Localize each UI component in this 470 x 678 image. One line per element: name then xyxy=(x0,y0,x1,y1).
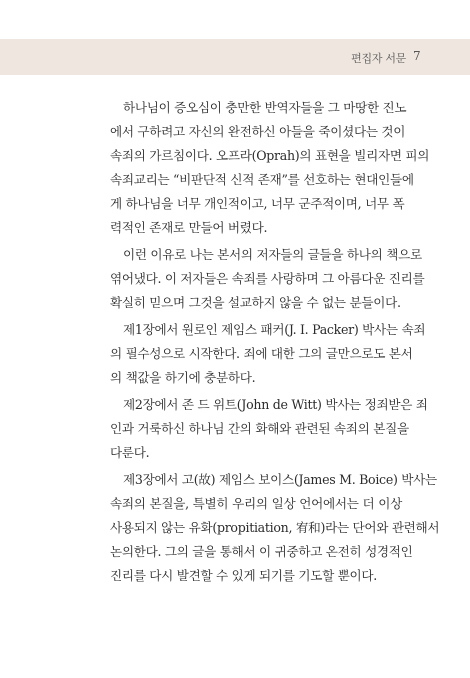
text-line: 엮어냈다. 이 저자들은 속죄를 사랑하며 그 아름다운 진리를 xyxy=(110,271,425,286)
text-line: 진리를 다시 발견할 수 있게 되기를 기도할 뿐이다. xyxy=(110,568,377,583)
text-line: 속죄의 가르침이다. 오프라(Oprah)의 표현을 빌리자면 피의 xyxy=(110,148,430,163)
text-line: 이런 이유로 나는 본서의 저자들의 글들을 하나의 책으로 xyxy=(123,247,422,262)
text-line: 논의한다. 그의 글을 통해서 이 귀중하고 온전히 성경적인 xyxy=(110,544,413,559)
text-line: 다룬다. xyxy=(110,445,150,460)
running-head-title: 편집자 서문 xyxy=(351,52,406,65)
text-line: 력적인 존재로 만들어 버렸다. xyxy=(110,220,268,235)
text-line: 제2장에서 존 드 위트(John de Witt) 박사는 정죄받은 죄 xyxy=(123,397,428,412)
text-line: 에서 구하려고 자신의 완전하신 아들을 죽이셨다는 것이 xyxy=(110,124,406,139)
text-line: 게 하나님을 너무 개인적이고, 너무 군주적이며, 너무 폭 xyxy=(110,196,405,211)
text-line: 확실히 믿으며 그것을 설교하지 않을 수 없는 분들이다. xyxy=(110,295,401,310)
text-line: 사용되지 않는 유화(propitiation, 宥和)라는 단어와 관련해서 xyxy=(110,520,440,535)
text-line: 의 필수성으로 시작한다. 죄에 대한 그의 글만으로도 본서 xyxy=(110,346,413,361)
text-line: 속죄교리는 “비판단적 신적 존재”를 선호하는 현대인들에 xyxy=(110,172,414,187)
text-line: 제3장에서 고(故) 제임스 보이스(James M. Boice) 박사는 xyxy=(123,472,437,487)
text-line: 속죄의 본질을, 특별히 우리의 일상 언어에서는 더 이상 xyxy=(110,496,402,511)
text-line: 하나님이 증오심이 충만한 반역자들을 그 마땅한 진노 xyxy=(123,100,407,115)
text-line: 인과 거룩하신 하나님 간의 화해와 관련된 속죄의 본질을 xyxy=(110,421,409,436)
page-number: 7 xyxy=(413,49,421,63)
text-line: 제1장에서 원로인 제임스 패커(J. I. Packer) 박사는 속죄 xyxy=(123,322,426,337)
text-line: 의 책값을 하기에 충분하다. xyxy=(110,370,256,385)
